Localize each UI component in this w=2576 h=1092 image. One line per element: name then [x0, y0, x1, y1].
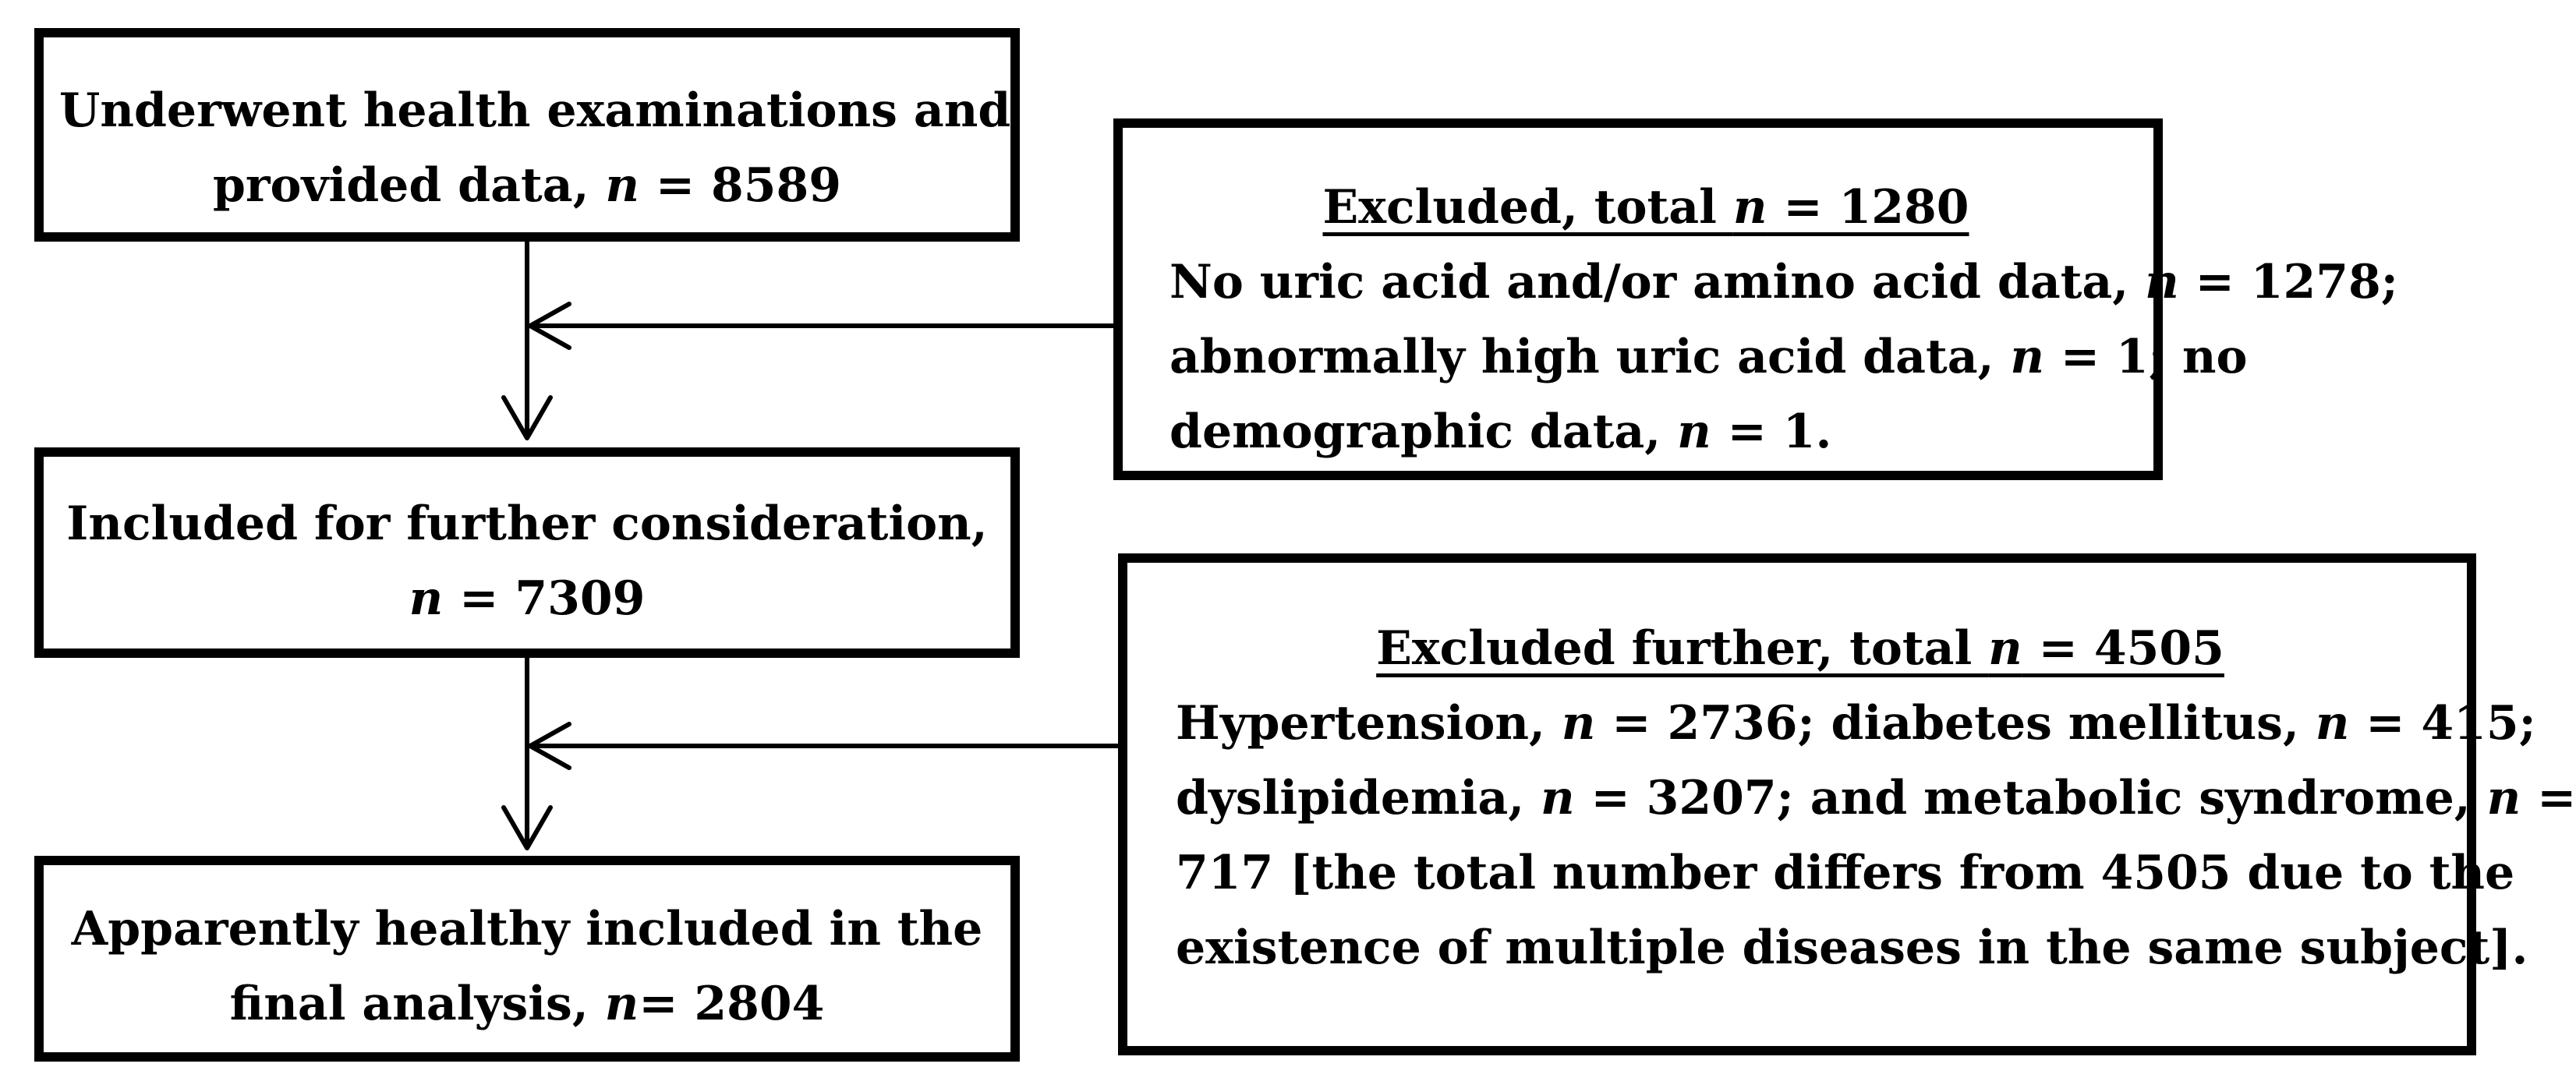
- excluded-further-line-4: existence of multiple diseases in the same subject].: [1176, 921, 2528, 975]
- excluded-further-heading: Excluded further, total n = 4505: [1376, 621, 2224, 676]
- initial-sample-line-1: Underwent health examinations and: [59, 83, 1011, 138]
- initial-sample-box: [34, 28, 1020, 242]
- initial-sample-line-2: provided data, n = 8589: [212, 158, 842, 213]
- final-analysis-line-1: Apparently healthy included in the: [71, 902, 983, 956]
- excluded-line-1: No uric acid and/or amino acid data, n = 1278;: [1169, 255, 2398, 309]
- excluded-heading: Excluded, total n = 1280: [1322, 180, 1969, 235]
- final-analysis-line-2: final analysis, n= 2804: [229, 977, 825, 1031]
- excluded-further-line-2: dyslipidemia, n = 3207; and metabolic syndrome, n =: [1176, 771, 2576, 825]
- excluded-further-line-1: Hypertension, n = 2736; diabetes mellitus, n = 415;: [1176, 696, 2536, 751]
- included-line-1: Included for further consideration,: [66, 497, 988, 551]
- excluded-line-2: abnormally high uric acid data, n = 1; no: [1169, 330, 2248, 384]
- included-line-2: n = 7309: [409, 571, 646, 626]
- excluded-line-3: demographic data, n = 1.: [1169, 405, 1832, 459]
- final-analysis-box: [34, 856, 1020, 1062]
- excluded-box: [1113, 118, 2398, 480]
- excluded-further-line-3: 717 [the total number differs from 4505 due to the: [1176, 846, 2515, 900]
- excluded-further-box: [1118, 553, 2576, 1055]
- included-box: [34, 447, 1020, 658]
